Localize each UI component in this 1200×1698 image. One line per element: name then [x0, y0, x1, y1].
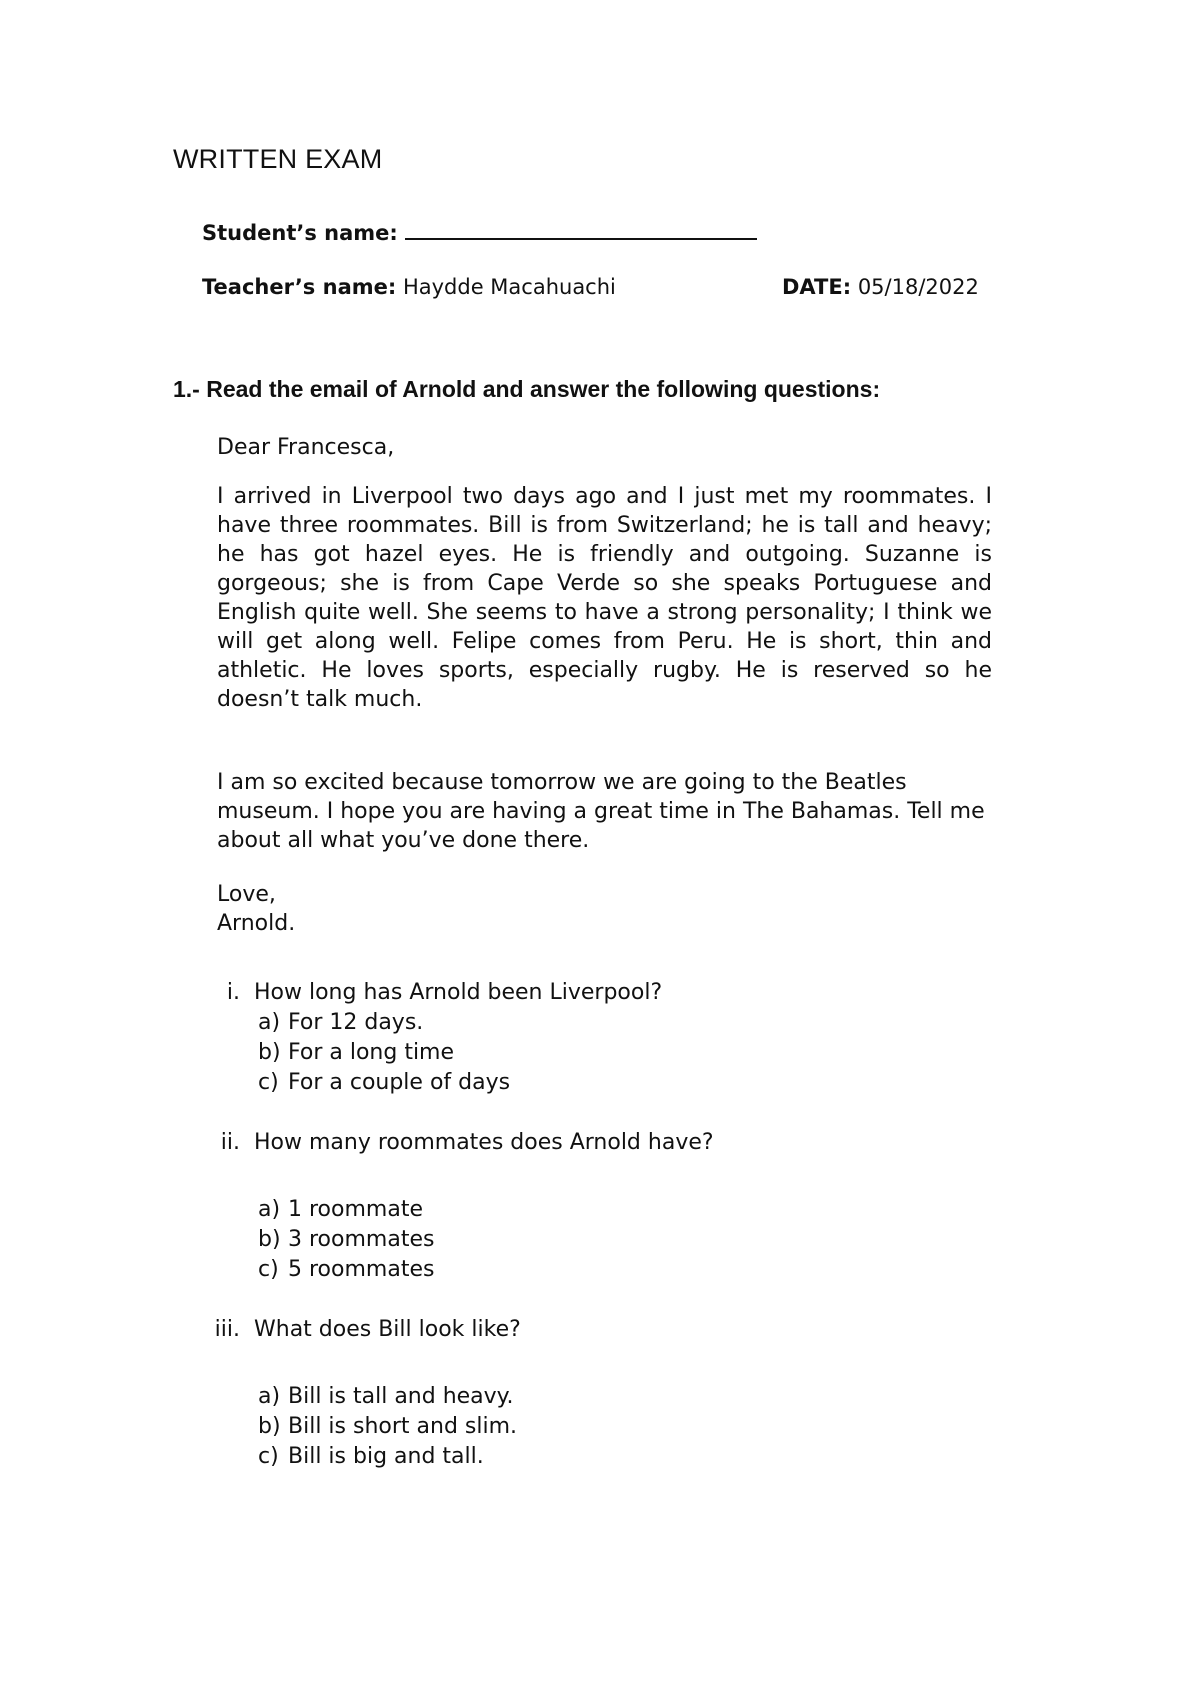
- option[interactable]: [258, 1010, 423, 1035]
- student-name-row: [202, 216, 757, 245]
- option-text: 3 roommates: [288, 1227, 435, 1252]
- exam-title: WRITTEN EXAM: [173, 144, 383, 174]
- email-paragraph-1: I arrived in Liverpool two days ago and I just met my roommates. I have three roommates. Bill is from Switzerland; he is tall and heavy; he has got hazel eyes. He is friendly and outgoing. Suzanne is gorgeous; she is from Cape Verde so she speaks Portuguese and English quite well. She seems to have a strong personality; I think we will get along well. Felipe comes from Peru. He is short, thin and athletic. He loves sports, especially rugby. He is reserved so he doesn’t talk much.: [217, 484, 992, 712]
- option-text: 1 roommate: [288, 1197, 423, 1222]
- question-text: How long has Arnold been Liverpool?: [254, 980, 663, 1005]
- option[interactable]: [258, 1384, 514, 1409]
- teacher-name-label: Teacher’s name:: [202, 275, 397, 299]
- question-number: i.: [226, 980, 240, 1005]
- option-text: Bill is tall and heavy.: [288, 1384, 514, 1409]
- option-letter: c): [258, 1070, 279, 1095]
- date-value: 05/18/2022: [857, 275, 979, 299]
- option-text: Bill is big and tall.: [288, 1444, 484, 1469]
- option-letter: c): [258, 1257, 279, 1282]
- question-1: [190, 980, 662, 1005]
- option[interactable]: [258, 1040, 454, 1065]
- option[interactable]: [258, 1227, 434, 1252]
- option[interactable]: [258, 1414, 517, 1439]
- option-letter: a): [258, 1384, 281, 1409]
- option-text: Bill is short and slim.: [288, 1414, 518, 1439]
- option-text: For a long time: [288, 1040, 455, 1065]
- option-letter: a): [258, 1010, 281, 1035]
- option-letter: b): [258, 1414, 281, 1439]
- student-name-label: Student’s name:: [202, 221, 398, 245]
- option-letter: b): [258, 1227, 281, 1252]
- option-letter: c): [258, 1444, 279, 1469]
- option-text: For a couple of days: [288, 1070, 511, 1095]
- question-number: iii.: [214, 1317, 240, 1342]
- option[interactable]: [258, 1444, 484, 1469]
- option[interactable]: [258, 1257, 434, 1282]
- option-letter: a): [258, 1197, 281, 1222]
- option-text: For 12 days.: [288, 1010, 424, 1035]
- student-name-blank[interactable]: [405, 216, 757, 240]
- option-text: 5 roommates: [288, 1257, 435, 1282]
- option-letter: b): [258, 1040, 281, 1065]
- teacher-name-row: [202, 275, 616, 299]
- email-greeting: Dear Francesca,: [217, 435, 395, 460]
- question-text: What does Bill look like?: [254, 1317, 521, 1342]
- question-3: [190, 1317, 521, 1342]
- question-2: [190, 1130, 714, 1155]
- email-signature: Arnold.: [217, 911, 296, 936]
- date-label: DATE:: [782, 275, 852, 299]
- option[interactable]: [258, 1197, 423, 1222]
- question-number: ii.: [220, 1130, 240, 1155]
- teacher-name-value: Haydde Macahuachi: [402, 275, 616, 299]
- question-text: How many roommates does Arnold have?: [254, 1130, 714, 1155]
- email-paragraph-2: I am so excited because tomorrow we are going to the Beatles museum. I hope you are having a great time in The Bahamas. Tell me about all what you’ve done there.: [217, 770, 985, 853]
- date-row: [782, 275, 979, 299]
- section-1-heading: 1.- Read the email of Arnold and answer the following questions:: [173, 376, 881, 402]
- option[interactable]: [258, 1070, 510, 1095]
- email-closing: Love,: [217, 882, 276, 907]
